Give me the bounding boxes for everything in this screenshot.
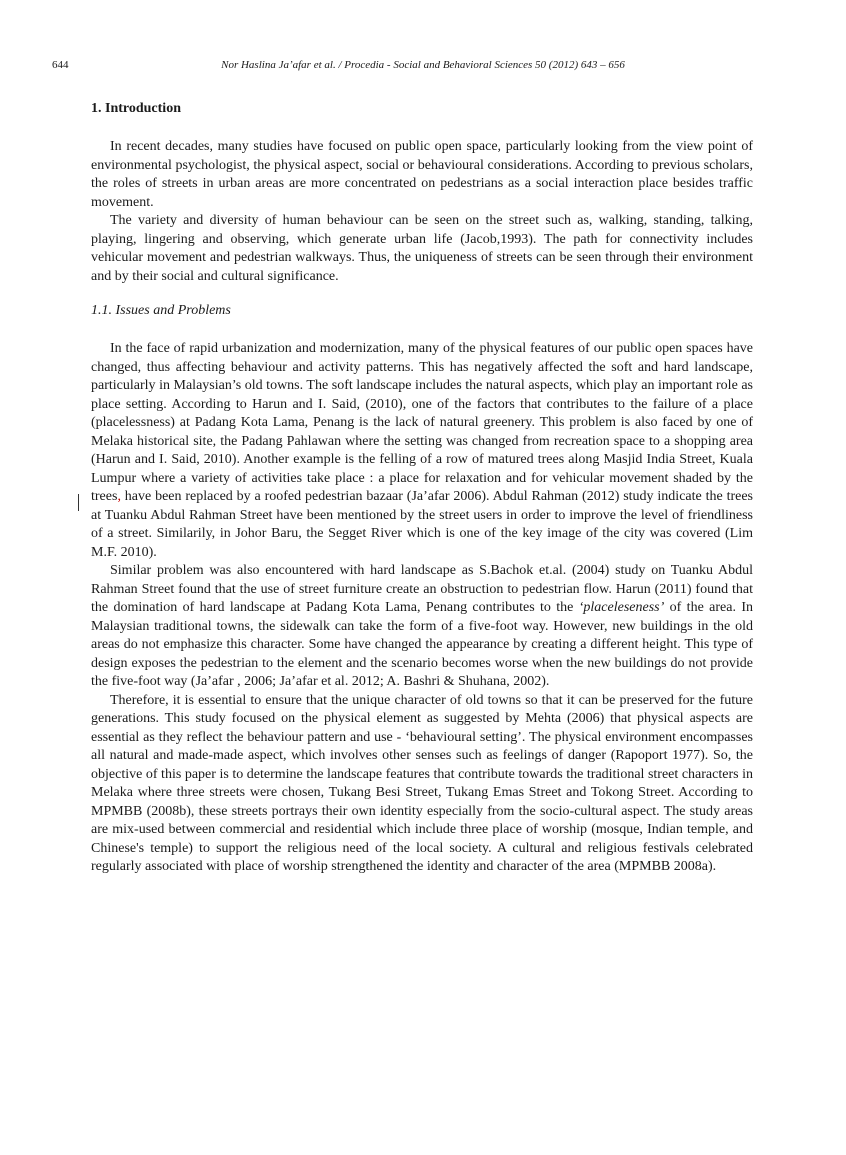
paragraph-text: have been replaced by a roofed pedestrian bazaar (Ja’afar 2006). Abdul Rahman (2012) study indicate the trees at Tuanku Abdul Rahman Street have been mentioned by the street users in order to improve the level of friendliness of a street. Similarily, in Johor Baru, the Segget River which is one of the key image of the city was covered (Lim M.F. 2010).	[91, 489, 753, 560]
paragraph-text: In the face of rapid urbanization and modernization, many of the physical features of our public open spaces have changed, thus affecting behaviour and activity patterns. This has negatively affected the soft and hard landscape, particularly in Malaysian’s old towns. The soft landscape includes the natural aspects, which play an important role as place setting. According to Harun and I. Said, (2010), one of the factors that contributes to the failure of a place (placelessness) at Padang Kota Lama, Penang is the lack of natural greenery. This problem is also faced by one of Melaka historical site, the Padang Pahlawan where the setting was changed from recreation space to a shopping area (Harun and I. Said, 2010). Another example is the felling of a row of matured trees along Masjid India Street, Kuala Lumpur where a variety of activities take place : a place for relaxation and for vehicular movement shaded by the trees	[91, 341, 753, 504]
italic-term: ‘placeleseness’	[578, 600, 665, 615]
paragraph-text: Similar problem was also encountered with hard landscape as S.Bachok et.al. (2004) study on Tuanku Abdul Rahman Street found that the use of street furniture create an obstruction to pedestrian flow. Harun (2011) found that the domination of hard landscape at Padang Kota Lama, Penang contributes to the	[91, 563, 753, 615]
page-number: 644	[52, 59, 69, 71]
paragraph-text: of the area. In Malaysian traditional towns, the sidewalk can take the form of a five-foot way. However, new buildings in the old areas do not emphasize this character. Some have changed the appearance by creating a different height. This type of design exposes the pedestrian to the element and the scenario becomes worse when the new buildings do not provide the five-foot way (Ja’afar , 2006; Ja’afar et al. 2012; A. Bashri & Shuhana, 2002).	[91, 600, 753, 689]
subsection-heading: 1.1. Issues and Problems	[91, 303, 231, 318]
section-heading: 1. Introduction	[91, 101, 181, 116]
tracked-change-mark: ,	[117, 489, 121, 504]
paragraph	[91, 562, 753, 692]
change-bar	[78, 494, 79, 511]
running-header: Nor Haslina Ja’afar et al. / Procedia - Social and Behavioral Sciences 50 (2012) 643 – 656	[221, 59, 625, 71]
paragraph: Therefore, it is essential to ensure that the unique character of old towns so that it can be preserved for the future generations. This study focused on the physical element as suggested by Mehta (2006) that physical aspects are essential as they reflect the behaviour pattern and use - ‘behavioural setting’. The physical environment encompasses all natural and made-made aspect, which involves other senses such as feelings of danger (Rapoport 1977). So, the objective of this paper is to determine the landscape features that contribute towards the traditional street characters in Melaka where three streets were chosen, Tukang Besi Street, Tukang Emas Street and Tokong Street. According to MPMBB (2008b), these streets portrays their own identity especially from the socio-cultural aspect. The study areas are mix-used between commercial and residential which include three place of worship (mosque, Indian temple, and Chinese's temple) to support the religious need of the local society. A cultural and religious festivals celebrated regularly associated with place of worship strengthened the identity and character of the area (MPMBB 2008a).	[91, 692, 753, 874]
article-body	[91, 100, 753, 877]
paragraph	[91, 340, 753, 562]
paragraph: The variety and diversity of human behaviour can be seen on the street such as, walking, standing, talking, playing, lingering and observing, which generate urban life (Jacob,1993). The path for connectivity includes vehicular movement and pedestrian walkways. Thus, the uniqueness of streets can be seen through their environment and by their social and cultural significance.	[91, 213, 753, 284]
paragraph: In recent decades, many studies have focused on public open space, particularly looking from the view point of environmental psychologist, the physical aspect, social or behavioural considerations. According to previous scholars, the roles of streets in urban areas are more concentrated on pedestrians as a social interaction place besides traffic movement.	[91, 139, 753, 210]
